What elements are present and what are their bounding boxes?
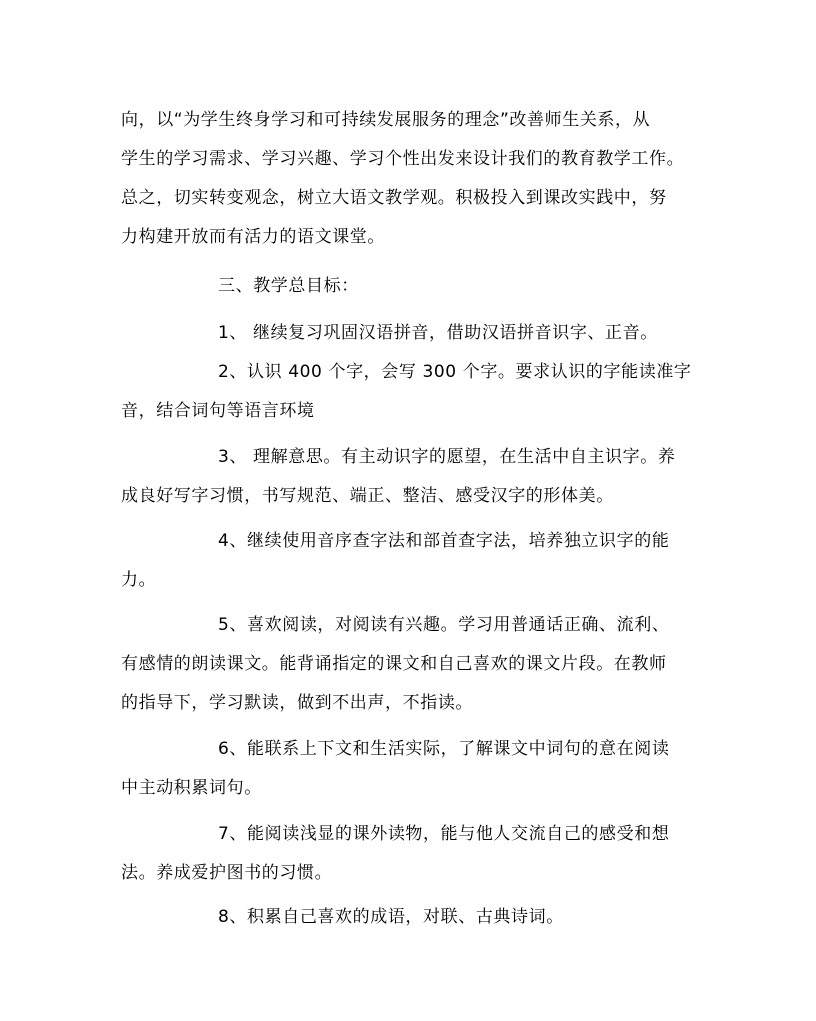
paragraph-line: 3、 理解意思。有主动识字的愿望，在生活中自主识字。养 <box>218 447 676 467</box>
paragraph-line: 力构建开放而有活力的语文课堂。 <box>121 227 385 247</box>
paragraph-line: 1、 继续复习巩固汉语拼音，借助汉语拼音识字、正音。 <box>218 323 658 343</box>
paragraph-line: 音，结合词句等语言环境 <box>121 401 315 421</box>
paragraph-line: 5、喜欢阅读，对阅读有兴趣。学习用普通话正确、流利、 <box>218 615 670 635</box>
paragraph-line: 8、积累自己喜欢的成语，对联、古典诗词。 <box>218 907 564 927</box>
paragraph-line: 有感情的朗读课文。能背诵指定的课文和自己喜欢的课文片段。在教师 <box>121 654 667 674</box>
paragraph-line: 学生的学习需求、学习兴趣、学习个性出发来设计我们的教育教学工作。 <box>121 149 685 169</box>
paragraph-line: 成良好写字习惯，书写规范、端正、整洁、感受汉字的形体美。 <box>121 486 614 506</box>
section-heading: 三、教学总目标： <box>218 276 359 296</box>
paragraph-line: 法。养成爱护图书的习惯。 <box>121 863 333 883</box>
paragraph-line: 4、继续使用音序查字法和部首查字法，培养独立识字的能 <box>218 531 670 551</box>
paragraph-line: 总之，切实转变观念，树立大语文教学观。积极投入到课改实践中，努 <box>121 188 667 208</box>
paragraph-line: 力。 <box>121 570 157 590</box>
paragraph-line: 6、能联系上下文和生活实际，了解课文中词句的意在阅读 <box>218 739 670 759</box>
paragraph-line: 的指导下，学习默读，做到不出声，不指读。 <box>121 693 473 713</box>
paragraph-line: 2、认识 400 个字，会写 300 个字。要求认识的字能读准字 <box>218 362 692 382</box>
paragraph-line: 7、能阅读浅显的课外读物，能与他人交流自己的感受和想 <box>218 824 670 844</box>
paragraph-line: 向，以“为学生终身学习和可持续发展服务的理念”改善师生关系，从 <box>121 110 651 130</box>
paragraph-line: 中主动积累词句。 <box>121 778 262 798</box>
